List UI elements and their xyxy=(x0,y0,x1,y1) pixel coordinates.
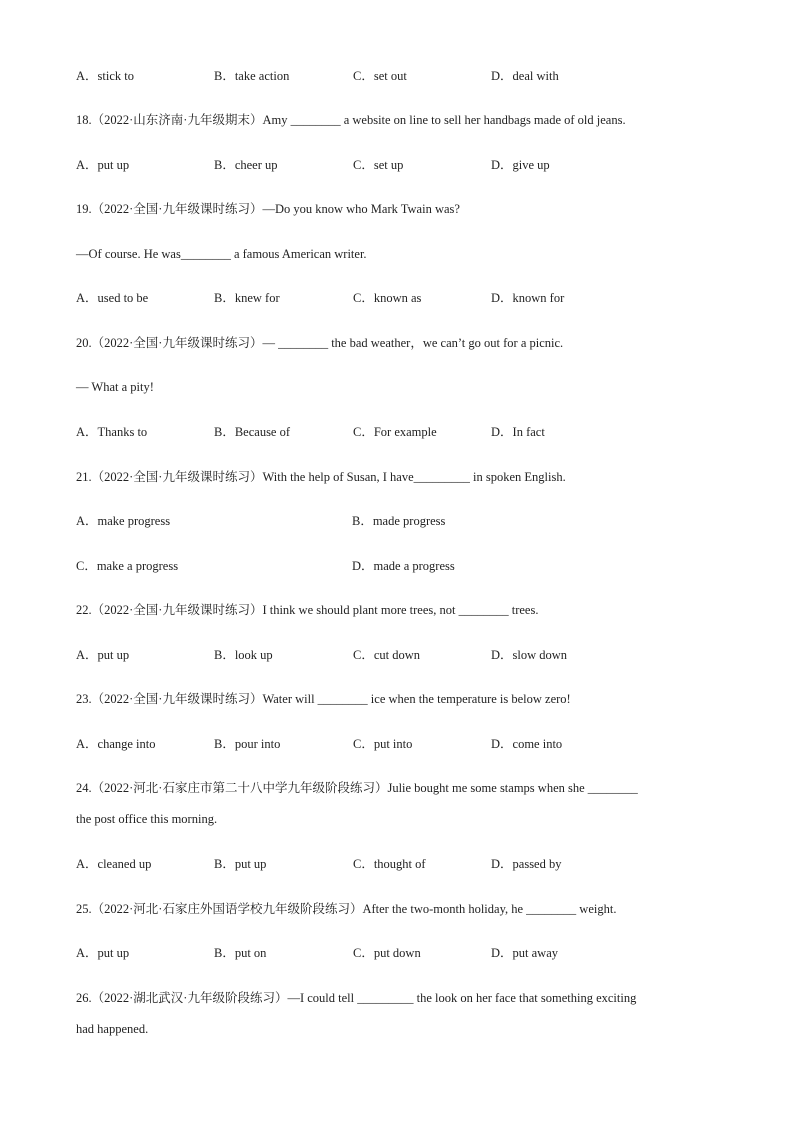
question-18-options xyxy=(76,157,716,173)
option-c: C．For example xyxy=(353,425,437,439)
option-b: B．take action xyxy=(214,69,290,83)
option-b: B．knew for xyxy=(214,291,280,305)
option-c: C．put down xyxy=(353,946,421,960)
question-22-options xyxy=(76,647,716,663)
option-a: A．put up xyxy=(76,648,130,662)
question-23-stem: 23.（2022·全国·九年级课时练习）Water will ________ ice when the temperature is below zero! xyxy=(76,692,571,706)
question-25-options xyxy=(76,945,716,961)
option-a: A．Thanks to xyxy=(76,425,148,439)
question-19-stem-continued: —Of course. He was________ a famous American writer. xyxy=(76,247,367,261)
option-c: C．set up xyxy=(353,158,404,172)
option-a: A．used to be xyxy=(76,291,149,305)
question-17-options xyxy=(76,68,716,84)
question-26-stem-continued: had happened. xyxy=(76,1022,149,1036)
question-25-stem: 25.（2022·河北·石家庄外国语学校九年级阶段练习）After the two-month holiday, he ________ weight. xyxy=(76,902,617,916)
question-20-stem: 20.（2022·全国·九年级课时练习）— ________ the bad weather，we can’t go out for a picnic. xyxy=(76,336,564,350)
question-18-stem: 18.（2022·山东济南·九年级期末）Amy ________ a website on line to sell her handbags made of old jeans. xyxy=(76,113,626,127)
question-19-options xyxy=(76,290,716,306)
option-a: A．put up xyxy=(76,946,130,960)
option-d: D．give up xyxy=(491,158,550,172)
option-d: D．In fact xyxy=(491,425,545,439)
option-d: D．deal with xyxy=(491,69,559,83)
option-c: C．set out xyxy=(353,69,407,83)
option-c: C．cut down xyxy=(353,648,421,662)
option-b: B．put up xyxy=(214,857,267,871)
option-b: B．made progress xyxy=(352,514,446,528)
option-b: B．Because of xyxy=(214,425,291,439)
option-d: D．slow down xyxy=(491,648,568,662)
option-a: A．cleaned up xyxy=(76,857,152,871)
option-b: B．look up xyxy=(214,648,273,662)
question-24-options xyxy=(76,856,716,872)
option-a: A．change into xyxy=(76,737,156,751)
option-b: B．cheer up xyxy=(214,158,278,172)
question-21-stem: 21.（2022·全国·九年级课时练习）With the help of Susan, I have_________ in spoken English. xyxy=(76,470,566,484)
question-22-stem: 22.（2022·全国·九年级课时练习）I think we should plant more trees, not ________ trees. xyxy=(76,603,539,617)
option-d: D．known for xyxy=(491,291,565,305)
question-19-stem: 19.（2022·全国·九年级课时练习）—Do you know who Mark Twain was? xyxy=(76,202,460,216)
option-c: C．make a progress xyxy=(76,559,179,573)
question-26-stem: 26.（2022·湖北武汉·九年级阶段练习）—I could tell _________ the look on her face that something exciting xyxy=(76,991,637,1005)
question-24-stem: 24.（2022·河北·石家庄市第二十八中学九年级阶段练习）Julie bought me some stamps when she ________ xyxy=(76,781,638,795)
question-20-options xyxy=(76,424,716,440)
question-21-options-row-1 xyxy=(76,513,716,529)
question-21-options-row-2 xyxy=(76,558,716,574)
question-24-stem-continued: the post office this morning. xyxy=(76,812,218,826)
option-b: B．pour into xyxy=(214,737,281,751)
option-c: C．put into xyxy=(353,737,413,751)
option-c: C．known as xyxy=(353,291,422,305)
option-d: D．put away xyxy=(491,946,558,960)
option-b: B．put on xyxy=(214,946,267,960)
question-23-options xyxy=(76,736,716,752)
question-20-stem-continued: — What a pity! xyxy=(76,380,154,394)
option-d: D．come into xyxy=(491,737,563,751)
option-d: D．passed by xyxy=(491,857,562,871)
option-a: A．stick to xyxy=(76,69,134,83)
option-d: D．made a progress xyxy=(352,559,455,573)
option-a: A．put up xyxy=(76,158,130,172)
option-a: A．make progress xyxy=(76,514,171,528)
option-c: C．thought of xyxy=(353,857,426,871)
